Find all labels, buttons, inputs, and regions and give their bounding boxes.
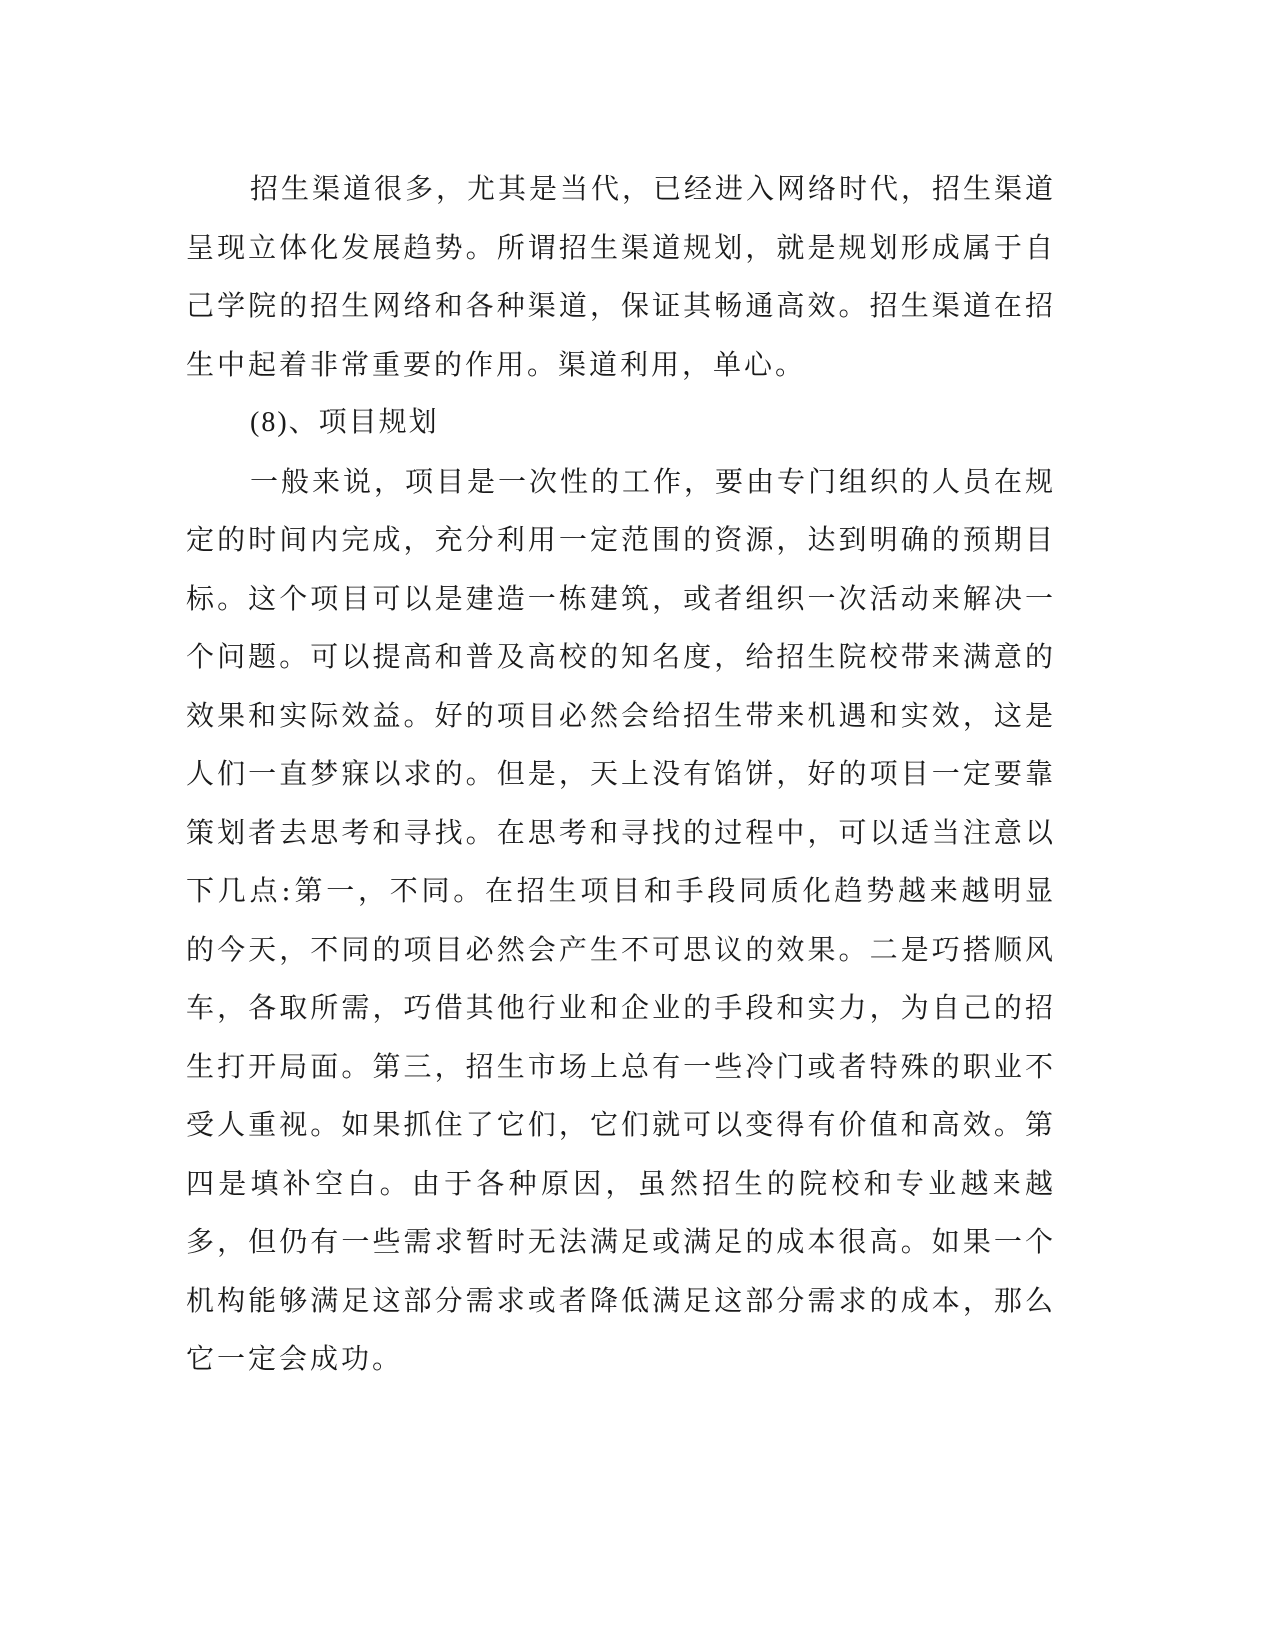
document-body [186,160,1056,1389]
section-heading-project-planning: (8)、项目规划 [250,407,439,438]
paragraph-project-planning: 一般来说，项目是一次性的工作，要由专门组织的人员在规定的时间内完成，充分利用一定范围的资源，达到明确的预期目标。这个项目可以是建造一栋建筑，或者组织一次活动来解决一个问题。可以提高和普及高校的知名度，给招生院校带来满意的效果和实际效益。好的项目必然会给招生带来机遇和实效，这是人们一直梦寐以求的。但是，天上没有馅饼，好的项目一定要靠策划者去思考和寻找。在思考和寻找的过程中，可以适当注意以下几点:第一，不同。在招生项目和手段同质化趋势越来越明显的今天，不同的项目必然会产生不可思议的效果。二是巧搭顺风车，各取所需，巧借其他行业和企业的手段和实力，为自己的招生打开局面。第三，招生市场上总有一些冷门或者特殊的职业不受人重视。如果抓住了它们，它们就可以变得有价值和高效。第四是填补空白。由于各种原因，虽然招生的院校和专业越来越多，但仍有一些需求暂时无法满足或满足的成本很高。如果一个机构能够满足这部分需求或者降低满足这部分需求的成本，那么它一定会成功。 [186,464,1057,1375]
paragraph-enrollment-channels: 招生渠道很多，尤其是当代，已经进入网络时代，招生渠道呈现立体化发展趋势。所谓招生渠道规划，就是规划形成属于自己学院的招生网络和各种渠道，保证其畅通高效。招生渠道在招生中起着非常重要的作用。渠道利用，单心。 [186,172,1057,381]
